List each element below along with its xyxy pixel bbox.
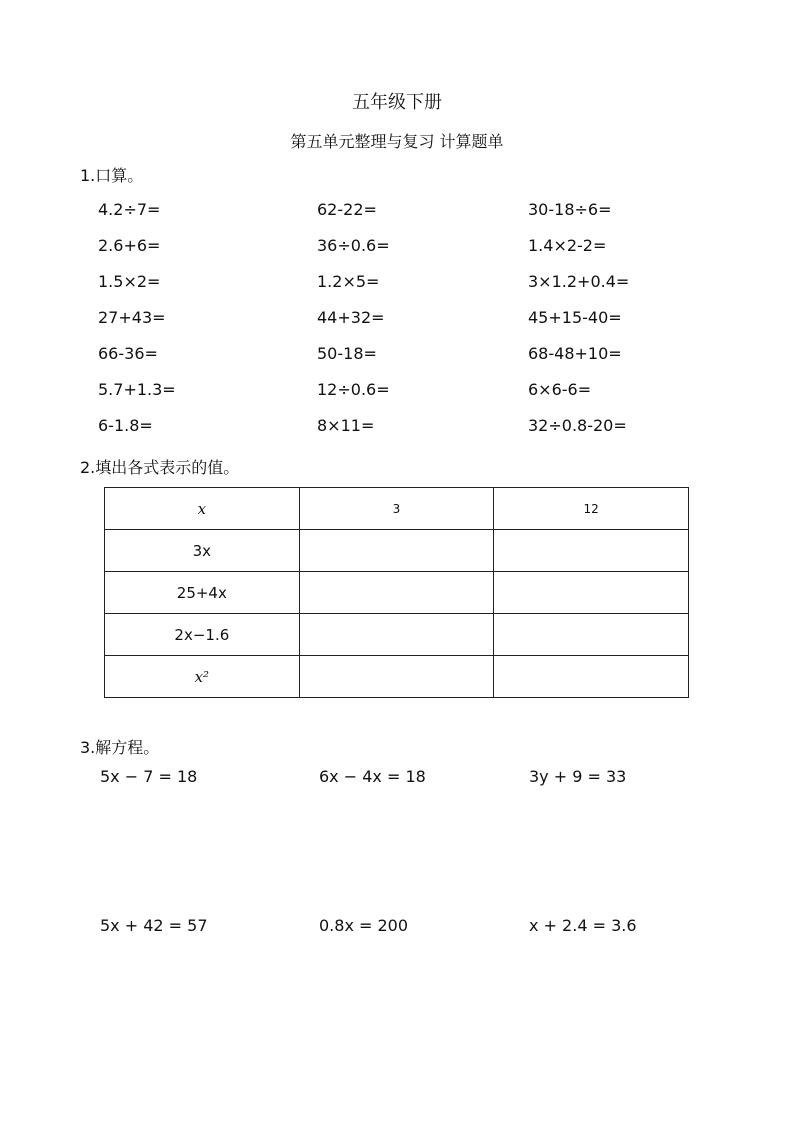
answer-cell[interactable] bbox=[494, 530, 689, 572]
value-table bbox=[104, 487, 689, 698]
expression-cell: 3x bbox=[105, 530, 300, 572]
answer-cell[interactable] bbox=[299, 572, 494, 614]
calc-item: 66-36= bbox=[98, 344, 158, 363]
answer-cell[interactable] bbox=[494, 572, 689, 614]
expression-cell: x² bbox=[105, 656, 300, 698]
equation: 5x + 42 = 57 bbox=[100, 916, 208, 935]
calc-item: 4.2÷7= bbox=[98, 200, 161, 219]
calc-item: 32÷0.8-20= bbox=[528, 416, 627, 435]
table-row bbox=[105, 530, 689, 572]
calc-item: 36÷0.6= bbox=[317, 236, 390, 255]
equation: 3y + 9 = 33 bbox=[529, 767, 627, 786]
calc-item: 30-18÷6= bbox=[528, 200, 612, 219]
answer-cell[interactable] bbox=[299, 614, 494, 656]
calc-item: 45+15-40= bbox=[528, 308, 622, 327]
table-row bbox=[105, 572, 689, 614]
calc-item: 68-48+10= bbox=[528, 344, 622, 363]
answer-cell[interactable] bbox=[494, 656, 689, 698]
table-header-cell: 3 bbox=[299, 488, 494, 530]
calc-item: 44+32= bbox=[317, 308, 385, 327]
equation: 6x − 4x = 18 bbox=[319, 767, 426, 786]
table-row bbox=[105, 614, 689, 656]
calc-item: 1.2×5= bbox=[317, 272, 380, 291]
calc-item: 27+43= bbox=[98, 308, 166, 327]
page-title: 五年级下册 bbox=[352, 92, 442, 113]
equation: 0.8x = 200 bbox=[319, 916, 409, 935]
answer-cell[interactable] bbox=[494, 614, 689, 656]
calc-item: 1.5×2= bbox=[98, 272, 161, 291]
equation-row bbox=[100, 767, 720, 786]
equation: 5x − 7 = 18 bbox=[100, 767, 198, 786]
calc-item: 3×1.2+0.4= bbox=[528, 272, 630, 291]
section-1-heading: 1.口算。 bbox=[80, 166, 144, 185]
expression-cell: 2x−1.6 bbox=[105, 614, 300, 656]
calc-item: 62-22= bbox=[317, 200, 377, 219]
table-header-cell: 12 bbox=[494, 488, 689, 530]
calc-item: 50-18= bbox=[317, 344, 377, 363]
answer-cell[interactable] bbox=[299, 656, 494, 698]
calc-item: 2.6+6= bbox=[98, 236, 161, 255]
oral-calc-grid bbox=[98, 199, 718, 451]
answer-cell[interactable] bbox=[299, 530, 494, 572]
calc-item: 1.4×2-2= bbox=[528, 236, 607, 255]
section-2-heading: 2.填出各式表示的值。 bbox=[80, 458, 240, 477]
page-subtitle: 第五单元整理与复习 计算题单 bbox=[290, 132, 504, 151]
table-header-cell: x bbox=[105, 488, 300, 530]
calc-item: 6-1.8= bbox=[98, 416, 153, 435]
equation-row bbox=[100, 916, 720, 935]
calc-item: 8×11= bbox=[317, 416, 375, 435]
section-3-heading: 3.解方程。 bbox=[80, 738, 160, 757]
table-row bbox=[105, 656, 689, 698]
expression-cell: 25+4x bbox=[105, 572, 300, 614]
calc-item: 6×6-6= bbox=[528, 380, 592, 399]
calc-item: 5.7+1.3= bbox=[98, 380, 176, 399]
equation: x + 2.4 = 3.6 bbox=[529, 916, 637, 935]
table-header-row bbox=[105, 488, 689, 530]
calc-item: 12÷0.6= bbox=[317, 380, 390, 399]
